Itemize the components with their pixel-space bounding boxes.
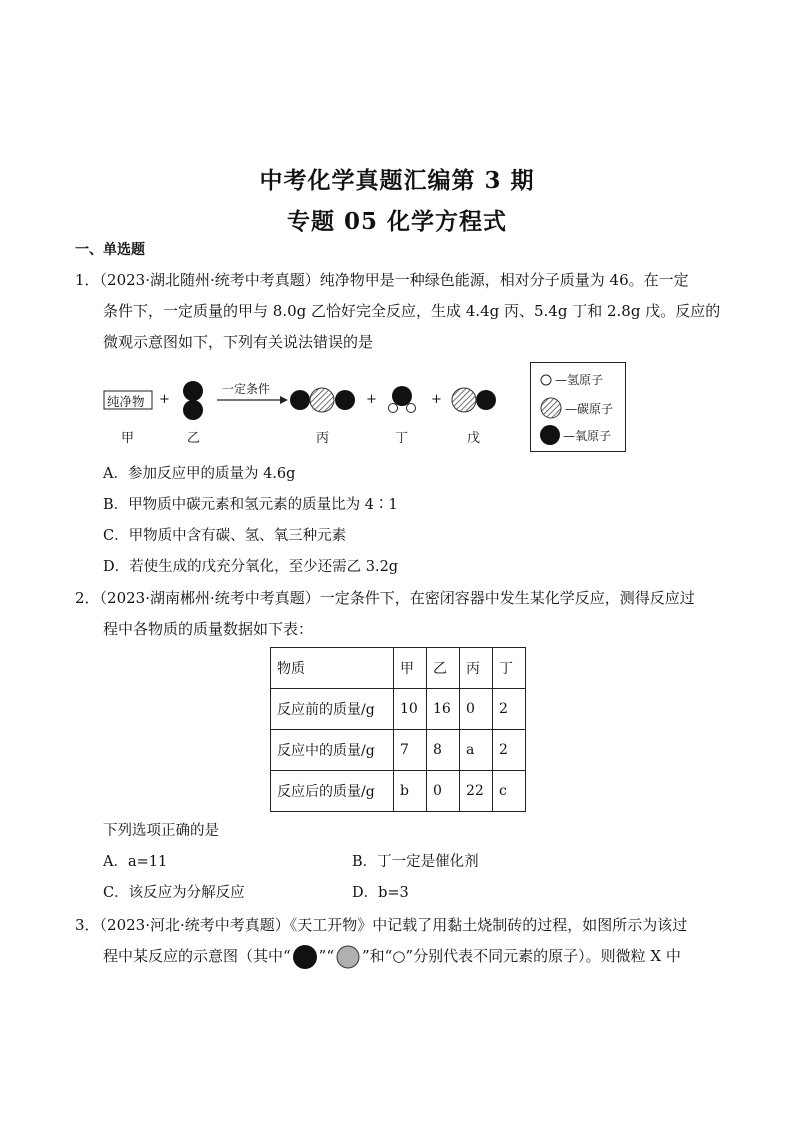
table-cell: 反应前的质量/g [271, 689, 394, 730]
oxygen-atom-icon [183, 400, 203, 420]
oxygen-atom-icon [476, 390, 496, 410]
legend-carbon: —碳原子 [539, 396, 613, 420]
atom-legend [530, 362, 626, 452]
q2-option-d: D．b=3 [352, 885, 409, 901]
hydrogen-atom-icon [407, 404, 416, 413]
table-cell: 0 [460, 689, 493, 730]
table-header-row [271, 648, 526, 689]
arrow-head-icon [280, 396, 288, 404]
table-cell: 22 [460, 771, 493, 812]
q3-line-1: 3．（2023·河北·统考中考真题）《天工开物》中记载了用黏土烧制砖的过程，如图所示为该过 [75, 916, 688, 934]
hydrogen-atom-icon [539, 373, 553, 387]
table-cell: b [394, 771, 427, 812]
q1-option-a: A．参加反应甲的质量为 4.6g [103, 466, 296, 482]
q1-option-b: B．甲物质中碳元素和氢元素的质量比为 4∶1 [103, 497, 398, 513]
oxygen-atom-icon [290, 390, 310, 410]
gray-atom-icon [334, 944, 362, 970]
table-cell: a [460, 730, 493, 771]
plus-sign: + [159, 392, 170, 407]
reaction-diagram [100, 358, 560, 458]
carbon-atom-icon [539, 396, 563, 420]
table-cell: 0 [427, 771, 460, 812]
legend-oxygen: —氧原子 [539, 424, 611, 446]
carbon-atom-icon [310, 388, 334, 412]
table-header-cell: 丁 [493, 648, 526, 689]
table-cell: 2 [493, 730, 526, 771]
table-row [271, 730, 526, 771]
pure-substance-label: 纯净物 [107, 394, 145, 409]
section-heading: 一、单选题 [75, 242, 145, 258]
oxygen-atom-icon [539, 424, 561, 446]
table-cell: 8 [427, 730, 460, 771]
carbon-atom-icon [452, 388, 476, 412]
table-cell: 7 [394, 730, 427, 771]
table-cell: c [493, 771, 526, 812]
label-yi: 乙 [187, 431, 201, 446]
reaction-condition: 一定条件 [222, 382, 271, 396]
table-cell: 2 [493, 689, 526, 730]
label-jia: 甲 [121, 431, 135, 446]
table-cell: 反应后的质量/g [271, 771, 394, 812]
q2-option-c: C．该反应为分解反应 [103, 885, 245, 901]
table-cell: 16 [427, 689, 460, 730]
q2-line-1: 2．（2023·湖南郴州·统考中考真题）一定条件下，在密闭容器中发生某化学反应，测得反应过 [75, 589, 695, 607]
q2-option-b: B．丁一定是催化剂 [352, 854, 479, 870]
black-atom-icon [291, 944, 319, 970]
table-header-cell: 物质 [271, 648, 394, 689]
q1-option-d: D．若使生成的戊充分氧化，至少还需乙 3.2g [103, 559, 399, 575]
q2-line-2: 程中各物质的质量数据如下表： [103, 620, 314, 638]
table-row [271, 689, 526, 730]
plus-sign: + [366, 392, 377, 407]
plus-sign: + [431, 392, 442, 407]
label-wu: 戊 [467, 431, 481, 446]
table-cell: 10 [394, 689, 427, 730]
q1-option-c: C．甲物质中含有碳、氢、氧三种元素 [103, 528, 347, 544]
q2-option-a: A．a=11 [103, 854, 168, 870]
label-bing: 丙 [316, 431, 330, 446]
oxygen-atom-icon [183, 381, 203, 401]
hydrogen-atom-icon [389, 404, 398, 413]
label-ding: 丁 [395, 431, 409, 446]
page-title: 中考化学真题汇编第 3 期 [259, 167, 535, 194]
q1-line-2: 条件下，一定质量的甲与 8.0g 乙恰好完全反应，生成 4.4g 丙、5.4g 丁和 2.8g 戊。反应的 [103, 302, 721, 320]
table-header-cell: 乙 [427, 648, 460, 689]
table-header-cell: 丙 [460, 648, 493, 689]
q1-line-3: 微观示意图如下，下列有关说法错误的是 [103, 333, 374, 351]
mass-data-table [270, 647, 526, 812]
table-row [271, 771, 526, 812]
oxygen-atom-icon [392, 386, 412, 406]
q3-line-2: 程中某反应的示意图（其中“ ”“ ”和“○”分别代表不同元素的原子）。则微粒 X 中 [103, 941, 748, 972]
table-cell: 反应中的质量/g [271, 730, 394, 771]
q2-prompt: 下列选项正确的是 [103, 823, 219, 839]
page-subtitle: 专题 05 化学方程式 [286, 208, 508, 235]
table-header-cell: 甲 [394, 648, 427, 689]
legend-hydrogen: —氢原子 [539, 371, 603, 388]
oxygen-atom-icon [335, 390, 355, 410]
q1-line-1: 1．（2023·湖北随州·统考中考真题）纯净物甲是一种绿色能源，相对分子质量为 46。在一定 [75, 271, 689, 289]
